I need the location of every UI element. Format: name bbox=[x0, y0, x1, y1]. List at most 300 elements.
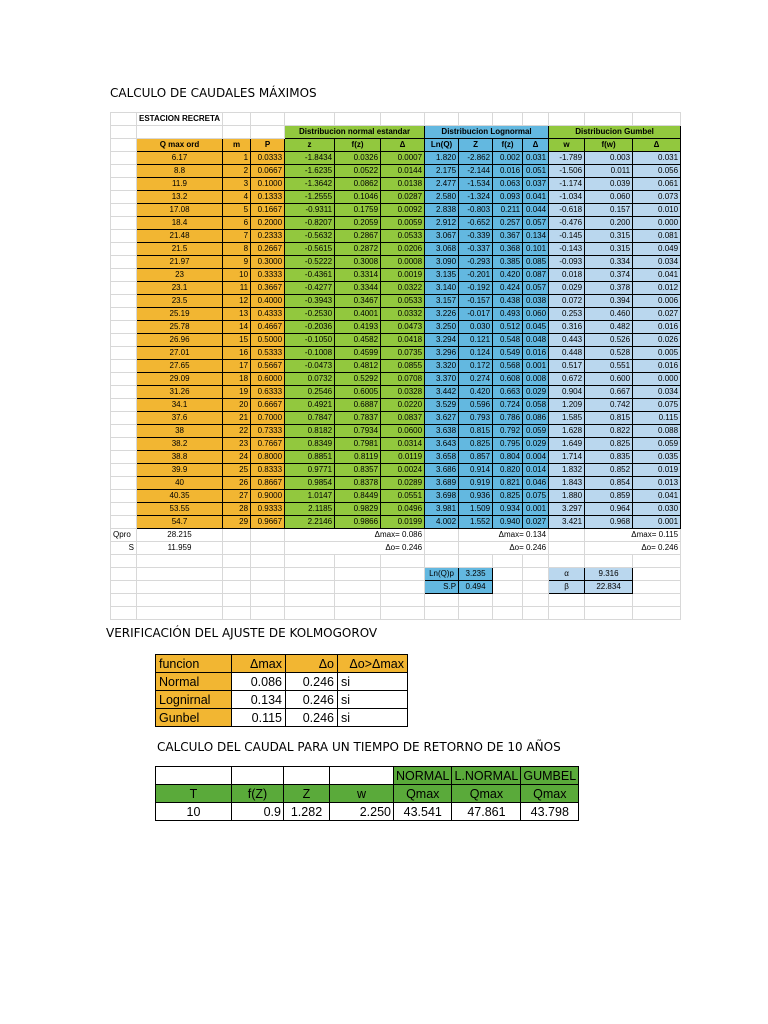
data-row bbox=[111, 334, 681, 347]
empty-cell bbox=[523, 607, 549, 620]
data-cell: 0.0144 bbox=[381, 165, 425, 178]
data-cell: 34.1 bbox=[137, 399, 223, 412]
empty-cell bbox=[425, 555, 459, 568]
data-cell: 0.859 bbox=[585, 490, 633, 503]
data-row bbox=[111, 386, 681, 399]
data-cell: 3.442 bbox=[425, 386, 459, 399]
data-row bbox=[111, 269, 681, 282]
empty-cell bbox=[493, 594, 523, 607]
beta-label: β bbox=[549, 581, 585, 594]
return-header-row bbox=[156, 785, 579, 803]
empty-cell bbox=[111, 217, 137, 230]
data-cell: 1.832 bbox=[549, 464, 585, 477]
data-cell: 0.257 bbox=[493, 217, 523, 230]
data-cell: 0.049 bbox=[633, 243, 681, 256]
data-cell: 0.600 bbox=[585, 373, 633, 386]
data-cell: 0.010 bbox=[633, 204, 681, 217]
data-cell: -0.017 bbox=[459, 308, 493, 321]
column-header: f(w) bbox=[585, 139, 633, 152]
empty-row bbox=[111, 594, 681, 607]
data-cell: 0.820 bbox=[493, 464, 523, 477]
data-cell: 12 bbox=[223, 295, 251, 308]
group-header-row bbox=[111, 126, 681, 139]
data-cell: 0.3467 bbox=[335, 295, 381, 308]
data-cell: 0.274 bbox=[459, 373, 493, 386]
return-header: w bbox=[330, 785, 394, 803]
data-cell: 0.3000 bbox=[251, 256, 285, 269]
empty-cell bbox=[585, 594, 633, 607]
data-row bbox=[111, 477, 681, 490]
data-cell: 0.0220 bbox=[381, 399, 425, 412]
data-cell: 8 bbox=[223, 243, 251, 256]
empty-cell bbox=[111, 503, 137, 516]
data-cell: 0.044 bbox=[523, 204, 549, 217]
empty-cell bbox=[381, 594, 425, 607]
empty-cell bbox=[549, 113, 585, 126]
alpha-label: α bbox=[549, 568, 585, 581]
data-cell: 0.045 bbox=[523, 321, 549, 334]
data-cell: 0.1046 bbox=[335, 191, 381, 204]
empty-cell bbox=[335, 555, 381, 568]
data-cell: 0.030 bbox=[459, 321, 493, 334]
data-cell: 0.0708 bbox=[381, 373, 425, 386]
data-cell: 0.438 bbox=[493, 295, 523, 308]
data-cell: 0.087 bbox=[523, 269, 549, 282]
data-cell: -0.143 bbox=[549, 243, 585, 256]
empty-cell bbox=[523, 581, 549, 594]
data-cell: 0.936 bbox=[459, 490, 493, 503]
data-cell: -0.3943 bbox=[285, 295, 335, 308]
data-cell: 1.880 bbox=[549, 490, 585, 503]
return-header: Qmax bbox=[452, 785, 521, 803]
data-cell: -1.174 bbox=[549, 178, 585, 191]
data-cell: 0.0326 bbox=[335, 152, 381, 165]
data-row bbox=[111, 503, 681, 516]
data-cell: -0.652 bbox=[459, 217, 493, 230]
data-cell: -0.2036 bbox=[285, 321, 335, 334]
data-cell: 0.0600 bbox=[381, 425, 425, 438]
data-cell: -1.534 bbox=[459, 178, 493, 191]
empty-cell bbox=[459, 113, 493, 126]
empty-cell bbox=[111, 321, 137, 334]
column-header: Z bbox=[459, 139, 493, 152]
verdict-value: si bbox=[338, 691, 408, 709]
data-cell: 0.9000 bbox=[251, 490, 285, 503]
data-cell: 0.018 bbox=[549, 269, 585, 282]
data-cell: 0.004 bbox=[523, 451, 549, 464]
data-cell: 2.580 bbox=[425, 191, 459, 204]
empty-cell bbox=[335, 113, 381, 126]
data-cell: 0.073 bbox=[633, 191, 681, 204]
data-cell: 29 bbox=[223, 516, 251, 529]
data-row bbox=[111, 243, 681, 256]
data-cell: 0.0289 bbox=[381, 477, 425, 490]
data-cell: 0.0735 bbox=[381, 347, 425, 360]
kolmogorov-header: Δo>Δmax bbox=[338, 655, 408, 673]
data-cell: 0.0333 bbox=[251, 152, 285, 165]
data-cell: 5 bbox=[223, 204, 251, 217]
data-cell: 27.01 bbox=[137, 347, 223, 360]
station-row bbox=[111, 113, 681, 126]
data-cell: 0.048 bbox=[523, 334, 549, 347]
data-cell: 3.226 bbox=[425, 308, 459, 321]
data-row bbox=[111, 217, 681, 230]
data-cell: 0.0855 bbox=[381, 360, 425, 373]
gumbel-do: Δo= 0.246 bbox=[585, 542, 681, 555]
data-row bbox=[111, 230, 681, 243]
param-row-2 bbox=[111, 581, 681, 594]
data-cell: -0.4361 bbox=[285, 269, 335, 282]
data-cell: 0.448 bbox=[549, 347, 585, 360]
data-cell: 0.088 bbox=[633, 425, 681, 438]
sp-value: 0.494 bbox=[459, 581, 493, 594]
data-cell: 0.0007 bbox=[381, 152, 425, 165]
empty-cell bbox=[330, 767, 394, 785]
data-cell: 6.17 bbox=[137, 152, 223, 165]
data-cell: 0.0059 bbox=[381, 217, 425, 230]
data-cell: 1.820 bbox=[425, 152, 459, 165]
data-cell: 0.0667 bbox=[251, 165, 285, 178]
data-cell: 0.060 bbox=[585, 191, 633, 204]
data-row bbox=[111, 308, 681, 321]
empty-cell bbox=[251, 529, 285, 542]
data-cell: 0.038 bbox=[523, 295, 549, 308]
data-cell: 0.378 bbox=[585, 282, 633, 295]
empty-cell bbox=[493, 581, 523, 594]
column-header: w bbox=[549, 139, 585, 152]
empty-cell bbox=[425, 113, 459, 126]
do-value: 0.246 bbox=[286, 709, 338, 727]
data-cell: -0.1050 bbox=[285, 334, 335, 347]
data-cell: 1.509 bbox=[459, 503, 493, 516]
data-cell: 0.005 bbox=[633, 347, 681, 360]
empty-cell bbox=[285, 594, 335, 607]
gumbel-dmax: Δmax= 0.115 bbox=[585, 529, 681, 542]
data-cell: -2.862 bbox=[459, 152, 493, 165]
data-cell: 3.643 bbox=[425, 438, 459, 451]
data-row bbox=[111, 373, 681, 386]
data-row bbox=[111, 295, 681, 308]
data-cell: 3.090 bbox=[425, 256, 459, 269]
data-cell: -0.4277 bbox=[285, 282, 335, 295]
empty-cell bbox=[223, 126, 251, 139]
data-cell: 9 bbox=[223, 256, 251, 269]
data-cell: 0.0314 bbox=[381, 438, 425, 451]
data-cell: 53.55 bbox=[137, 503, 223, 516]
header-row bbox=[111, 139, 681, 152]
empty-cell bbox=[335, 607, 381, 620]
data-cell: 0.0092 bbox=[381, 204, 425, 217]
data-cell: 2.477 bbox=[425, 178, 459, 191]
column-header: Q max ord bbox=[137, 139, 223, 152]
data-cell: 0.051 bbox=[523, 165, 549, 178]
empty-cell bbox=[633, 113, 681, 126]
empty-cell bbox=[111, 230, 137, 243]
data-cell: 0.420 bbox=[459, 386, 493, 399]
empty-cell bbox=[633, 594, 681, 607]
data-cell: 0.493 bbox=[493, 308, 523, 321]
data-cell: 0.7981 bbox=[335, 438, 381, 451]
data-cell: 0.001 bbox=[633, 516, 681, 529]
alpha-value: 9.316 bbox=[585, 568, 633, 581]
data-cell: 0.013 bbox=[633, 477, 681, 490]
data-row bbox=[111, 165, 681, 178]
empty-cell bbox=[137, 594, 223, 607]
data-cell: 3.529 bbox=[425, 399, 459, 412]
data-cell: 26 bbox=[223, 477, 251, 490]
data-cell: 0.857 bbox=[459, 451, 493, 464]
data-cell: -0.803 bbox=[459, 204, 493, 217]
data-cell: 0.528 bbox=[585, 347, 633, 360]
function-name: Normal bbox=[156, 673, 232, 691]
data-row bbox=[111, 152, 681, 165]
data-cell: 0.0533 bbox=[381, 295, 425, 308]
data-cell: 0.804 bbox=[493, 451, 523, 464]
data-cell: 0.060 bbox=[523, 308, 549, 321]
data-cell: 0.030 bbox=[633, 503, 681, 516]
data-cell: 1 bbox=[223, 152, 251, 165]
data-cell: -1.6235 bbox=[285, 165, 335, 178]
data-cell: 0.825 bbox=[493, 490, 523, 503]
data-cell: 0.093 bbox=[493, 191, 523, 204]
sp-label: S.P bbox=[425, 581, 459, 594]
data-cell: 0.1000 bbox=[251, 178, 285, 191]
empty-cell bbox=[232, 767, 284, 785]
data-cell: 0.011 bbox=[585, 165, 633, 178]
data-cell: 6 bbox=[223, 217, 251, 230]
data-cell: -1.8434 bbox=[285, 152, 335, 165]
empty-cell bbox=[425, 607, 459, 620]
empty-cell bbox=[585, 555, 633, 568]
empty-cell bbox=[223, 529, 251, 542]
data-cell: 0.5000 bbox=[251, 334, 285, 347]
empty-cell bbox=[251, 594, 285, 607]
data-cell: 22 bbox=[223, 425, 251, 438]
empty-cell bbox=[285, 607, 335, 620]
data-cell: 14 bbox=[223, 321, 251, 334]
data-cell: 0.029 bbox=[549, 282, 585, 295]
empty-cell bbox=[493, 555, 523, 568]
data-cell: 0.663 bbox=[493, 386, 523, 399]
return-value: 2.250 bbox=[330, 803, 394, 821]
qpro-value: 28.215 bbox=[137, 529, 223, 542]
lnqp-label: Ln(Q)p bbox=[425, 568, 459, 581]
empty-cell bbox=[137, 555, 223, 568]
data-cell: 0.124 bbox=[459, 347, 493, 360]
return-value: 1.282 bbox=[284, 803, 330, 821]
group-normal: Distribucion normal estandar bbox=[285, 126, 425, 139]
data-row bbox=[111, 451, 681, 464]
data-cell: 2.2146 bbox=[285, 516, 335, 529]
distribution-label: NORMAL bbox=[394, 767, 452, 785]
data-cell: 17 bbox=[223, 360, 251, 373]
data-cell: 1.585 bbox=[549, 412, 585, 425]
data-cell: 0.394 bbox=[585, 295, 633, 308]
data-cell: 0.034 bbox=[633, 256, 681, 269]
empty-cell bbox=[585, 607, 633, 620]
data-cell: 0.058 bbox=[523, 399, 549, 412]
data-cell: 0.2059 bbox=[335, 217, 381, 230]
data-cell: -0.5222 bbox=[285, 256, 335, 269]
data-cell: 24 bbox=[223, 451, 251, 464]
data-cell: 23.1 bbox=[137, 282, 223, 295]
data-cell: 0.315 bbox=[585, 243, 633, 256]
data-cell: 0.551 bbox=[585, 360, 633, 373]
data-cell: 0.041 bbox=[523, 191, 549, 204]
empty-cell bbox=[111, 191, 137, 204]
data-cell: -1.3642 bbox=[285, 178, 335, 191]
empty-cell bbox=[493, 568, 523, 581]
beta-value: 22.834 bbox=[585, 581, 633, 594]
data-cell: 0.4001 bbox=[335, 308, 381, 321]
empty-cell bbox=[223, 555, 251, 568]
data-cell: 0.056 bbox=[633, 165, 681, 178]
empty-cell bbox=[381, 555, 425, 568]
data-cell: 0.815 bbox=[585, 412, 633, 425]
data-cell: 0.0019 bbox=[381, 269, 425, 282]
data-cell: 0.526 bbox=[585, 334, 633, 347]
data-cell: 0.3344 bbox=[335, 282, 381, 295]
data-cell: 0.016 bbox=[633, 360, 681, 373]
data-cell: 0.211 bbox=[493, 204, 523, 217]
empty-cell bbox=[335, 594, 381, 607]
empty-cell bbox=[523, 568, 549, 581]
column-header: f(z) bbox=[335, 139, 381, 152]
data-cell: 26.96 bbox=[137, 334, 223, 347]
empty-cell bbox=[111, 152, 137, 165]
empty-cell bbox=[251, 555, 285, 568]
empty-cell bbox=[111, 113, 137, 126]
data-cell: 0.7847 bbox=[285, 412, 335, 425]
data-cell: 23 bbox=[137, 269, 223, 282]
data-cell: 3.320 bbox=[425, 360, 459, 373]
data-cell: 0.940 bbox=[493, 516, 523, 529]
empty-cell bbox=[335, 581, 381, 594]
data-row bbox=[111, 178, 681, 191]
data-cell: 0.3314 bbox=[335, 269, 381, 282]
empty-cell bbox=[523, 555, 549, 568]
data-cell: 0.854 bbox=[585, 477, 633, 490]
data-cell: 0.3008 bbox=[335, 256, 381, 269]
data-cell: 3.296 bbox=[425, 347, 459, 360]
data-cell: 0.012 bbox=[633, 282, 681, 295]
qpro-row bbox=[111, 529, 681, 542]
data-cell: 3.140 bbox=[425, 282, 459, 295]
data-cell: -0.5632 bbox=[285, 230, 335, 243]
empty-cell bbox=[137, 568, 223, 581]
empty-cell bbox=[137, 126, 223, 139]
data-cell: 0.792 bbox=[493, 425, 523, 438]
empty-cell bbox=[111, 438, 137, 451]
data-row bbox=[111, 282, 681, 295]
empty-cell bbox=[111, 581, 137, 594]
data-cell: 0.1667 bbox=[251, 204, 285, 217]
data-cell: 0.0332 bbox=[381, 308, 425, 321]
empty-cell bbox=[111, 178, 137, 191]
data-cell: 0.968 bbox=[585, 516, 633, 529]
data-cell: 21.97 bbox=[137, 256, 223, 269]
data-row bbox=[111, 438, 681, 451]
return-header: T bbox=[156, 785, 232, 803]
empty-cell bbox=[111, 373, 137, 386]
data-cell: -0.157 bbox=[459, 295, 493, 308]
data-cell: 11.9 bbox=[137, 178, 223, 191]
param-row-1 bbox=[111, 568, 681, 581]
empty-cell bbox=[223, 581, 251, 594]
data-cell: 0.5667 bbox=[251, 360, 285, 373]
dist-label-row bbox=[156, 767, 579, 785]
data-cell: 17.08 bbox=[137, 204, 223, 217]
data-cell: 3.067 bbox=[425, 230, 459, 243]
empty-cell bbox=[111, 594, 137, 607]
data-cell: 0.9771 bbox=[285, 464, 335, 477]
data-cell: 1.209 bbox=[549, 399, 585, 412]
data-cell: 0.0206 bbox=[381, 243, 425, 256]
dmax-value: 0.115 bbox=[232, 709, 286, 727]
data-cell: 3.658 bbox=[425, 451, 459, 464]
data-cell: 10 bbox=[223, 269, 251, 282]
data-cell: 0.0522 bbox=[335, 165, 381, 178]
data-cell: 1.628 bbox=[549, 425, 585, 438]
data-cell: 0.200 bbox=[585, 217, 633, 230]
data-cell: 0.0551 bbox=[381, 490, 425, 503]
normal-do: Δo= 0.246 bbox=[285, 542, 425, 555]
data-cell: 0.825 bbox=[459, 438, 493, 451]
data-cell: 0.0024 bbox=[381, 464, 425, 477]
data-cell: 0.057 bbox=[523, 282, 549, 295]
data-cell: 3.638 bbox=[425, 425, 459, 438]
data-cell: 0.081 bbox=[633, 230, 681, 243]
data-cell: 0.8851 bbox=[285, 451, 335, 464]
data-cell: 0.667 bbox=[585, 386, 633, 399]
data-cell: 0.9866 bbox=[335, 516, 381, 529]
data-cell: 23.5 bbox=[137, 295, 223, 308]
data-cell: 0.0328 bbox=[381, 386, 425, 399]
data-cell: 0.424 bbox=[493, 282, 523, 295]
empty-cell bbox=[111, 386, 137, 399]
kolmogorov-title: VERIFICACIÓN DEL AJUSTE DE KOLMOGOROV bbox=[106, 626, 378, 640]
data-cell: 0.7837 bbox=[335, 412, 381, 425]
data-cell: 0.367 bbox=[493, 230, 523, 243]
data-cell: -0.145 bbox=[549, 230, 585, 243]
data-cell: 3.689 bbox=[425, 477, 459, 490]
data-cell: 0.041 bbox=[633, 269, 681, 282]
data-cell: -0.339 bbox=[459, 230, 493, 243]
page-title: CALCULO DE CAUDALES MÁXIMOS bbox=[110, 86, 317, 100]
data-cell: 15 bbox=[223, 334, 251, 347]
data-cell: 0.374 bbox=[585, 269, 633, 282]
data-row bbox=[111, 204, 681, 217]
data-cell: 0.742 bbox=[585, 399, 633, 412]
data-cell: 0.031 bbox=[523, 152, 549, 165]
data-cell: 0.3333 bbox=[251, 269, 285, 282]
data-cell: 0.000 bbox=[633, 217, 681, 230]
data-row bbox=[111, 399, 681, 412]
data-cell: 0.0496 bbox=[381, 503, 425, 516]
return-header: Z bbox=[284, 785, 330, 803]
data-cell: 37.6 bbox=[137, 412, 223, 425]
empty-cell bbox=[251, 126, 285, 139]
data-cell: 0.1759 bbox=[335, 204, 381, 217]
data-cell: 2.175 bbox=[425, 165, 459, 178]
data-cell: 40 bbox=[137, 477, 223, 490]
data-cell: 4 bbox=[223, 191, 251, 204]
data-cell: 0.7667 bbox=[251, 438, 285, 451]
data-cell: 38 bbox=[137, 425, 223, 438]
lognormal-do: Δo= 0.246 bbox=[459, 542, 549, 555]
data-cell: 0.8378 bbox=[335, 477, 381, 490]
data-cell: 0.072 bbox=[549, 295, 585, 308]
